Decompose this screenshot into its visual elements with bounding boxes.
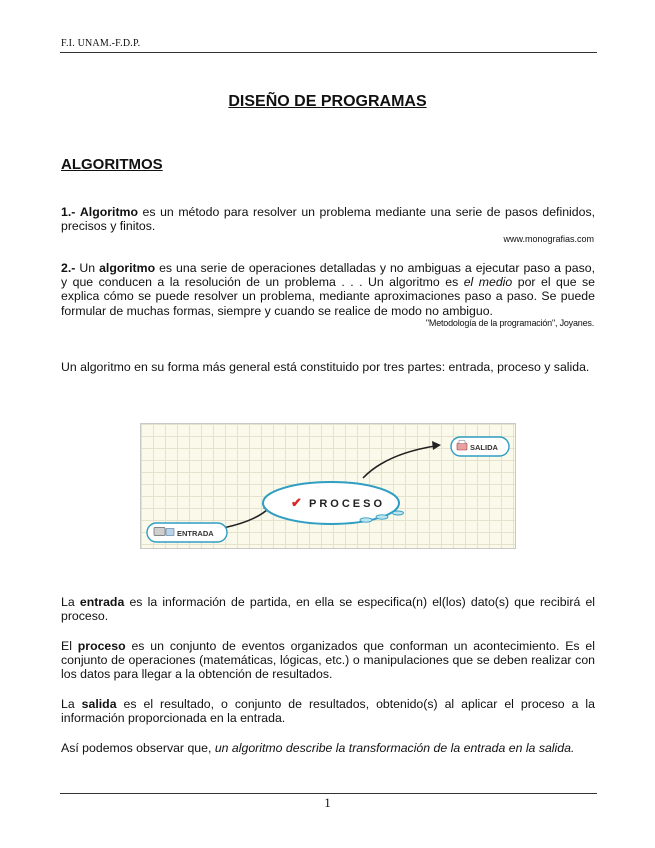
section-heading: ALGORITMOS: [61, 156, 163, 173]
entrada-term: entrada: [79, 595, 125, 609]
explanation-salida: [61, 697, 595, 725]
proceso-term: proceso: [77, 639, 126, 653]
conclusion-italic: un algoritmo describe la transformación de la entrada en la salida.: [214, 741, 575, 755]
thought-bubble-3: [393, 511, 404, 515]
intro-paragraph: Un algoritmo en su forma más general está constituido por tres partes: entrada, proceso y salida.: [61, 360, 590, 374]
proceso-pre: El: [61, 639, 72, 653]
explanation-proceso: [61, 639, 595, 682]
definition-2-number: 2.-: [61, 261, 76, 275]
definition-2-pre: Un: [79, 261, 96, 275]
entrada-pre: La: [61, 595, 75, 609]
arrow-process-to-output: [363, 446, 435, 478]
keyboard-icon: [154, 528, 174, 536]
conclusion-pre: Así podemos observar que,: [61, 741, 212, 755]
page-number: 1: [324, 795, 331, 810]
definition-1-source: www.monografias.com: [503, 234, 594, 244]
definition-1-number: 1.-: [61, 205, 76, 219]
header-rule: [60, 52, 597, 53]
definition-1: [61, 205, 595, 233]
definition-1-term: Algoritmo: [79, 205, 138, 219]
diagram-drawing: [141, 424, 515, 548]
thought-bubble-2: [376, 515, 388, 519]
definition-2: [61, 261, 595, 318]
footer-rule: [60, 793, 597, 794]
check-icon: ✔: [291, 495, 302, 510]
definition-1-text: es un método para resolver un problema mediante una serie de pasos definidos, precisos y finitos.: [61, 205, 596, 234]
arrow-input-to-process: [223, 508, 269, 528]
algorithm-diagram: [140, 423, 516, 549]
input-label: ENTRADA: [177, 529, 214, 538]
document-title: DISEÑO DE PROGRAMAS: [228, 93, 427, 110]
explanation-entrada: [61, 595, 595, 623]
definition-2-italic: el medio: [463, 275, 513, 290]
entrada-text: es la información de partida, en ella se especifica(n) el(los) dato(s) que recibirá el proceso.: [61, 595, 596, 624]
salida-term: salida: [81, 697, 117, 711]
proceso-text: es un conjunto de eventos organizados que conforman un acontecimiento. Es el conjunto de operaciones (matemáticas, lógicas, etc.) o manipulaciones que se deben realizar con los datos para llegar a la obtención de resultados.: [61, 639, 595, 682]
definition-2-text-a: es una serie de operaciones detalladas y no ambiguas a ejecutar paso a paso, y que conducen a la resolución de un problema . . . Un algoritmo es: [61, 261, 595, 290]
salida-text: es el resultado, o conjunto de resultados, obtenido(s) al aplicar el proceso a la información proporcionada en la entrada.: [61, 697, 595, 726]
salida-pre: La: [61, 697, 75, 711]
definition-2-text-b: por el que se explica cómo se puede resolver un problema, mediante aproximaciones paso a paso. Se puede formular de muchas formas, siempre y cuando se realice de modo no ambiguo.: [61, 275, 595, 318]
conclusion-paragraph: [61, 741, 595, 755]
definition-2-source: "Metodología de la programación", Joyanes.: [425, 318, 594, 328]
thought-bubble-1: [360, 518, 372, 522]
running-header: F.I. UNAM.-F.D.P.: [61, 38, 141, 49]
definition-2-term: algoritmo: [99, 261, 156, 275]
arrow-output-head: [432, 441, 441, 450]
output-label: SALIDA: [470, 443, 498, 452]
process-label: PROCESO: [309, 498, 386, 510]
